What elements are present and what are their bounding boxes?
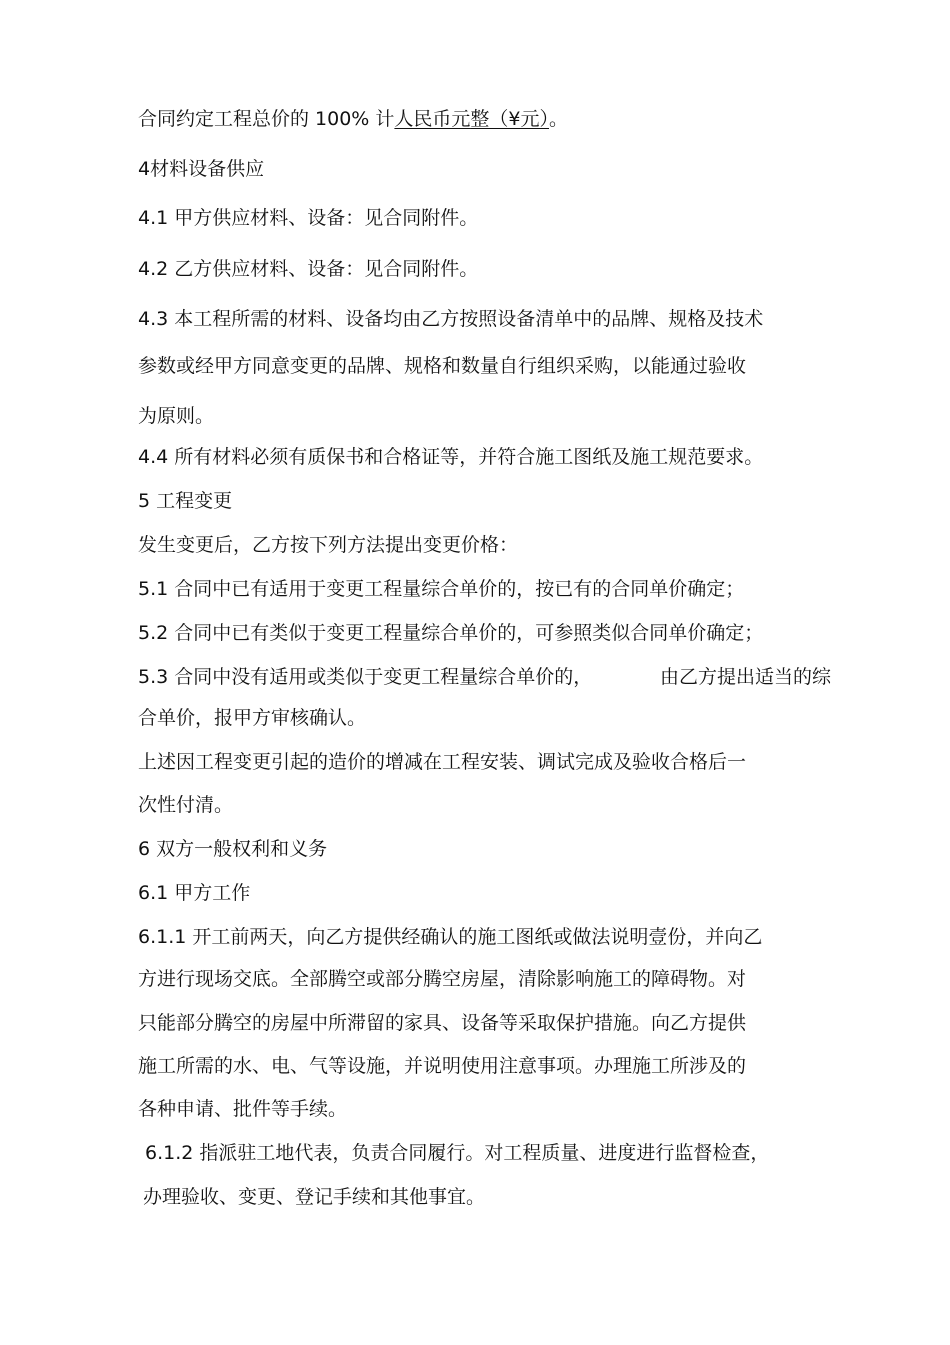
clause: 4.2 乙方供应材料、设备：见合同附件。 (138, 258, 479, 280)
section-heading: 4材料设备供应 (138, 158, 265, 180)
text-line: 施工所需的水、电、气等设施，并说明使用注意事项。办理施工所涉及的 (138, 1055, 747, 1077)
section-heading: 5 工程变更 (138, 490, 233, 512)
clause: 6.1.2 指派驻工地代表，负责合同履行。对工程质量、进度进行监督检查， (145, 1142, 770, 1164)
clause (138, 665, 592, 689)
text-segment: 合同约定工程总价的 100% 计 (138, 108, 395, 130)
text-line: 为原则。 (138, 405, 215, 427)
underlined-field: 人民币元 (394, 108, 471, 130)
text-line: 方进行现场交底。全部腾空或部分腾空房屋，清除影响施工的障碍物。对 (138, 968, 747, 990)
text-line: 办理验收、变更、登记手续和其他事宜。 (143, 1186, 486, 1208)
text-line: 合单价，报甲方审核确认。 (138, 707, 367, 729)
clause: 4.1 甲方供应材料、设备：见合同附件。 (138, 207, 479, 229)
text-line: 参数或经甲方同意变更的品牌、规格和数量自行组织采购，以能通过验收 (138, 355, 747, 377)
clause: 4.3 本工程所需的材料、设备均由乙方按照设备清单中的品牌、规格及技术 (138, 308, 764, 330)
clause: 5.2 合同中已有类似于变更工程量综合单价的，可参照类似合同单价确定； (138, 622, 764, 644)
text-line: 上述因工程变更引起的造价的增减在工程安装、调试完成及验收合格后一 (138, 751, 747, 773)
text-line: 只能部分腾空的房屋中所滞留的家具、设备等采取保护措施。向乙方提供 (138, 1012, 747, 1034)
text-line: 发生变更后，乙方按下列方法提出变更价格： (138, 534, 519, 556)
subsection-heading: 6.1 甲方工作 (138, 882, 251, 904)
clause: 6.1.1 开工前两天，向乙方提供经确认的施工图纸或做法说明壹份，并向乙 (138, 926, 763, 948)
text-line: 各种申请、批件等手续。 (138, 1098, 348, 1120)
clause: 4.4 所有材料必须有质保书和合格证等，并符合施工图纸及施工规范要求。 (138, 446, 764, 468)
section-heading: 6 双方一般权利和义务 (138, 838, 328, 860)
clause: 5.1 合同中已有适用于变更工程量综合单价的，按已有的合同单价确定； (138, 578, 745, 600)
text-line: 次性付清。 (138, 794, 234, 816)
text-segment: 由乙方提出适当的综 (660, 666, 832, 688)
underlined-field: 整（¥元） (470, 108, 550, 130)
text-segment: 5.3 合同中没有适用或类似于变更工程量综合单价的， (138, 666, 593, 688)
text-segment: 。 (549, 108, 569, 130)
text-line (138, 107, 568, 131)
